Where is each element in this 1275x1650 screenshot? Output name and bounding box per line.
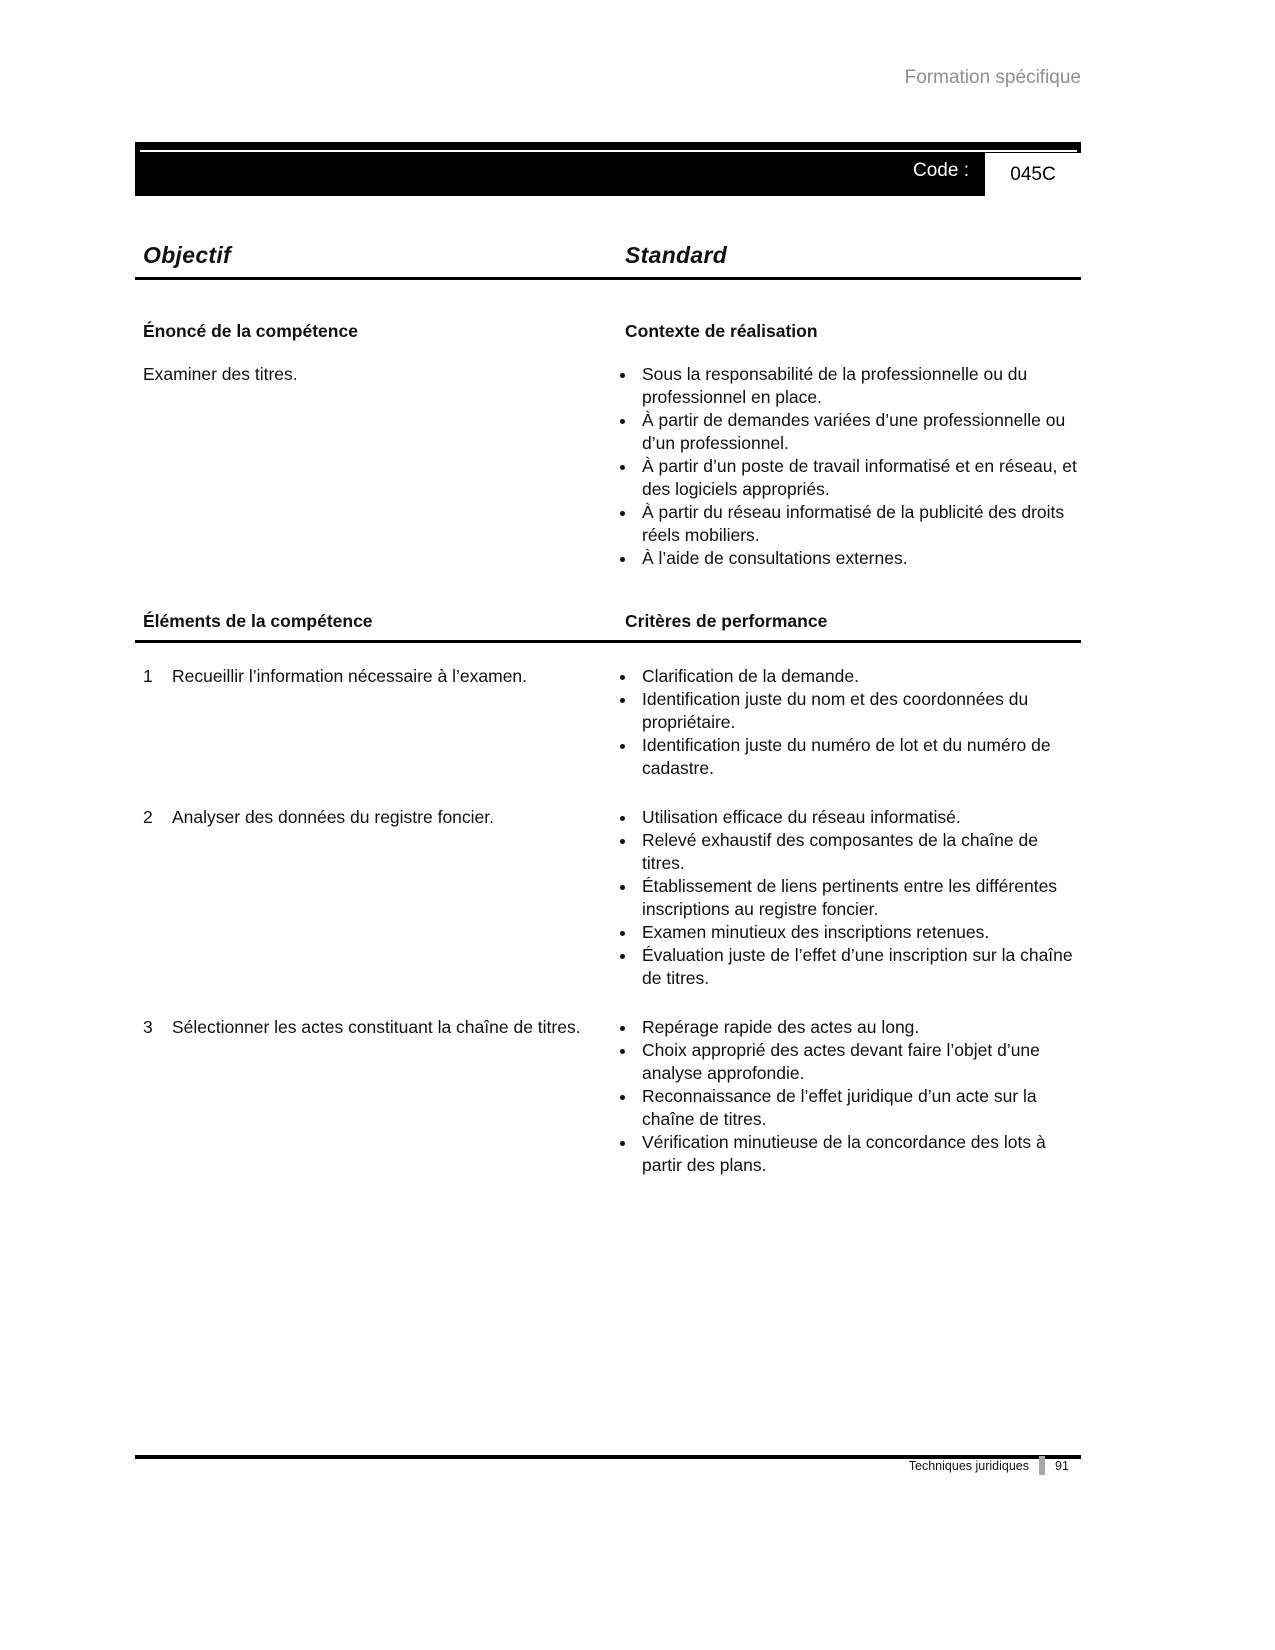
heading-standard: Standard — [625, 242, 728, 268]
element-row-2 — [135, 806, 1081, 990]
contexte-bullet: • À partir d’un poste de travail informatisé et en réseau, et des logiciels appropriés. — [637, 455, 1081, 501]
criteria-bullet: • Examen minutieux des inscriptions retenues. — [637, 921, 1081, 944]
element-text: Recueillir l’information nécessaire à l’examen. — [172, 666, 528, 686]
element-2 — [135, 806, 617, 990]
element-number: 2 — [143, 807, 153, 827]
contexte-title: Contexte de réalisation — [625, 321, 818, 341]
criteria-bullet: • Repérage rapide des actes au long. — [637, 1016, 1081, 1039]
criteria-bullet: • Évaluation juste de l’effet d’une inscription sur la chaîne de titres. — [637, 944, 1081, 990]
contexte-bullet: • À partir du réseau informatisé de la publicité des droits réels mobiliers. — [637, 501, 1081, 547]
section-heads-2 — [135, 611, 1081, 632]
page-content — [135, 0, 1081, 1177]
criteria-bullet: • Clarification de la demande. — [637, 665, 1081, 688]
criteria-bullet: • Choix approprié des actes devant faire l’objet d’une analyse approfondie. — [637, 1039, 1081, 1085]
criteria-bullet: • Identification juste du nom et des coordonnées du propriétaire. — [637, 688, 1081, 734]
enonce-contexte-row — [135, 363, 1081, 570]
criteria-bullet: • Identification juste du numéro de lot et du numéro de cadastre. — [637, 734, 1081, 780]
heading-objectif: Objectif — [143, 242, 232, 268]
section-heads-1 — [135, 321, 1081, 342]
elements-rule — [135, 640, 1081, 643]
element-text: Analyser des données du registre foncier. — [172, 807, 494, 827]
contexte-bullet: • À partir de demandes variées d’une professionnelle ou d’un professionnel. — [637, 409, 1081, 455]
element-3 — [135, 1016, 617, 1177]
footer-separator-bar — [1039, 1456, 1045, 1475]
footer-label: Techniques juridiques — [908, 1458, 1029, 1473]
page-footer — [135, 1456, 1081, 1475]
code-bar — [135, 142, 1081, 196]
criteria-list-1 — [617, 665, 1081, 780]
criteria-bullet: • Vérification minutieuse de la concordance des lots à partir des plans. — [637, 1131, 1081, 1177]
element-row-1 — [135, 665, 1081, 780]
column-headings — [135, 242, 1081, 269]
element-number: 1 — [143, 666, 153, 686]
footer-page-number: 91 — [1055, 1458, 1069, 1473]
contexte-bullet: • À l’aide de consultations externes. — [637, 547, 1081, 570]
criteres-title: Critères de performance — [625, 611, 828, 631]
element-text: Sélectionner les actes constituant la chaîne de titres. — [172, 1017, 581, 1037]
code-label: Code : — [913, 160, 969, 181]
code-value: 045C — [985, 153, 1081, 196]
enonce-title: Énoncé de la compétence — [143, 321, 358, 341]
criteria-bullet: • Utilisation efficace du réseau informatisé. — [637, 806, 1081, 829]
criteria-bullet: • Relevé exhaustif des composantes de la chaîne de titres. — [637, 829, 1081, 875]
element-number: 3 — [143, 1017, 153, 1037]
contexte-bullets — [617, 363, 1081, 570]
criteria-bullet: • Reconnaissance de l’effet juridique d’un acte sur la chaîne de titres. — [637, 1085, 1081, 1131]
running-title: Formation spécifique — [904, 67, 1081, 88]
enonce-text: Examiner des titres. — [143, 364, 298, 384]
code-bar-hairline — [140, 150, 1077, 152]
contexte-bullet: • Sous la responsabilité de la professionnelle ou du professionnel en place. — [637, 363, 1081, 409]
headings-rule — [135, 277, 1081, 280]
element-row-3 — [135, 1016, 1081, 1177]
elements-title: Éléments de la compétence — [143, 611, 373, 631]
element-1 — [135, 665, 617, 780]
criteria-list-2 — [617, 806, 1081, 990]
criteria-bullet: • Établissement de liens pertinents entre les différentes inscriptions au registre foncier. — [637, 875, 1081, 921]
criteria-list-3 — [617, 1016, 1081, 1177]
